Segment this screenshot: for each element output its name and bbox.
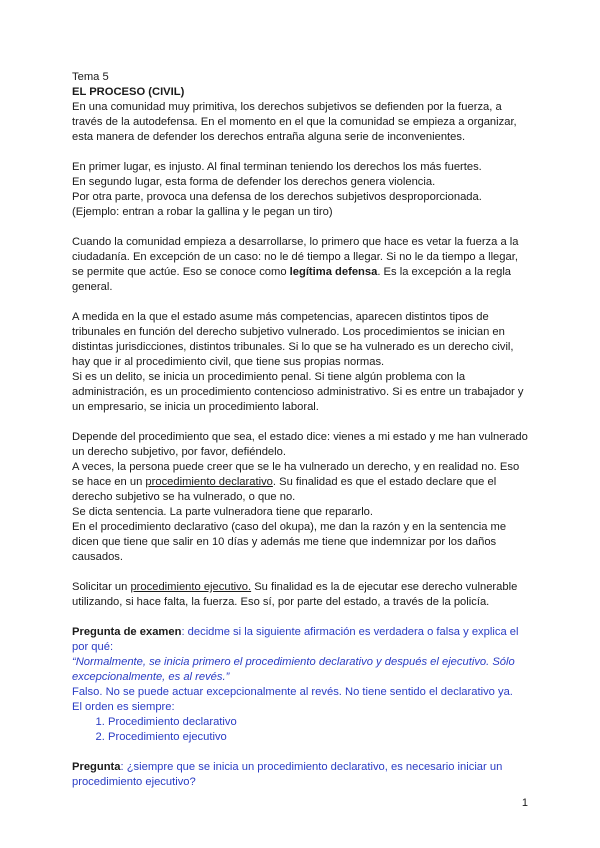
- question-text: : ¿siempre que se inicia un procedimiento declarativo, es necesario iniciar un: [120, 761, 503, 773]
- text-span: Solicitar un: [72, 581, 131, 593]
- paragraph-tribunales: [72, 310, 532, 415]
- question-text: : decidme si la siguiente afirmación es verdadera o falsa y explica el: [181, 626, 519, 638]
- question-2: [72, 760, 532, 790]
- text-span: Su finalidad es la de ejecutar ese derecho vulnerable: [251, 581, 518, 593]
- text-span: se hace en un: [72, 476, 146, 488]
- text-line: Si es un delito, se inicia un procedimiento penal. Si tiene algún problema con la: [72, 371, 466, 383]
- page-title: EL PROCESO (CIVIL): [72, 86, 185, 98]
- text-span: . Es la excepción a la regla: [377, 266, 512, 278]
- text-line: A veces, la persona puede creer que se le ha vulnerado un derecho, y en realidad no. Eso: [72, 461, 520, 473]
- text-line: Depende del procedimiento que sea, el estado dice: vienes a mi estado y me han vulnerado: [72, 431, 528, 443]
- text-line: distintas jurisdicciones, distintos tribunales. Si lo que se ha vulnerado es un derecho civil,: [72, 341, 514, 353]
- text-line: causados.: [72, 551, 123, 563]
- bold-term: legítima defensa: [289, 266, 378, 278]
- list-item: 1. Procedimiento declarativo: [108, 715, 532, 730]
- text-line: [72, 265, 532, 280]
- paragraph-legitima-defensa: [72, 235, 532, 295]
- text-line: general.: [72, 281, 113, 293]
- text-line: hay que ir al procedimiento civil, que tiene sus propias normas.: [72, 356, 385, 368]
- text-line: En primer lugar, es injusto. Al final terminan teniendo los derechos los más fuertes.: [72, 161, 482, 173]
- text-line: administración, es un procedimiento contencioso administrativo. Si es entre un trabajador y: [72, 386, 524, 398]
- text-line: [72, 760, 532, 775]
- text-line: esta manera de defender los derechos entraña alguna serie de inconvenientes.: [72, 131, 466, 143]
- text-span: . Su finalidad es que el estado declare que el: [272, 476, 497, 488]
- question-label: Pregunta de examen: [72, 626, 182, 638]
- paragraph-declarativo: [72, 430, 532, 565]
- text-line: Se dicta sentencia. La parte vulneradora tiene que repararlo.: [72, 506, 374, 518]
- text-line: tribunales en función del derecho subjetivo vulnerado. Los procedimientos se inician en: [72, 326, 505, 338]
- text-line: un derecho subjetivo, por favor, defiéndelo.: [72, 446, 286, 458]
- answer-text: El orden es siempre:: [72, 701, 175, 713]
- text-line: [72, 580, 532, 595]
- paragraph-inconvenientes: [72, 160, 532, 220]
- page-number: 1: [521, 797, 528, 809]
- text-line: [72, 625, 532, 640]
- text-line: Por otra parte, provoca una defensa de los derechos subjetivos desproporcionada.: [72, 191, 482, 203]
- text-line: En el procedimiento declarativo (caso del okupa), me dan la razón y en la sentencia me: [72, 521, 507, 533]
- question-label: Pregunta: [72, 761, 121, 773]
- text-line: [72, 475, 532, 490]
- quote-text: “Normalmente, se inicia primero el procedimiento declarativo y después el ejecutivo. Sólo: [72, 656, 515, 668]
- text-line: derecho subjetivo se ha vulnerado, o que no.: [72, 491, 296, 503]
- list-item: 2. Procedimiento ejecutivo: [108, 730, 532, 745]
- paragraph-ejecutivo: [72, 580, 532, 610]
- text-span: se permite que actúe. Eso se conoce como: [72, 266, 290, 278]
- text-line: dicen que tiene que salir en 10 días y además me tiene que indemnizar por los daños: [72, 536, 497, 548]
- text-line: Cuando la comunidad empieza a desarrollarse, lo primero que hace es vetar la fuerza a la: [72, 236, 519, 248]
- text-line: En una comunidad muy primitiva, los derechos subjetivos se defienden por la fuerza, a: [72, 101, 502, 113]
- question-text: por qué:: [72, 641, 114, 653]
- underlined-term: procedimiento declarativo: [145, 476, 273, 488]
- text-line: ciudadanía. En excepción de un caso: no le dé tiempo a llegar. Si no le da tiempo a llegar,: [72, 251, 518, 263]
- ordered-list: [72, 715, 532, 745]
- text-line: través de la autodefensa. En el momento en el que la comunidad se empieza a organizar,: [72, 116, 517, 128]
- quote-text: excepcionalmente, es al revés.”: [72, 671, 230, 683]
- paragraph-intro: [72, 100, 532, 145]
- topic-label: Tema 5: [72, 71, 109, 83]
- text-line: (Ejemplo: entran a robar la gallina y le pegan un tiro): [72, 206, 333, 218]
- text-line: un empresario, se inicia un procedimiento laboral.: [72, 401, 319, 413]
- answer-text: Falso. No se puede actuar excepcionalmente al revés. No tiene sentido el declarativo ya.: [72, 686, 513, 698]
- text-line: utilizando, si hace falta, la fuerza. Eso sí, por parte del estado, a través de la policía.: [72, 596, 490, 608]
- underlined-term: procedimiento ejecutivo.: [130, 581, 252, 593]
- document-page: [72, 70, 532, 805]
- exam-question: [72, 625, 532, 745]
- text-line: A medida en la que el estado asume más competencias, aparecen distintos tipos de: [72, 311, 489, 323]
- question-text: procedimiento ejecutivo?: [72, 776, 196, 788]
- text-line: En segundo lugar, esta forma de defender los derechos genera violencia.: [72, 176, 436, 188]
